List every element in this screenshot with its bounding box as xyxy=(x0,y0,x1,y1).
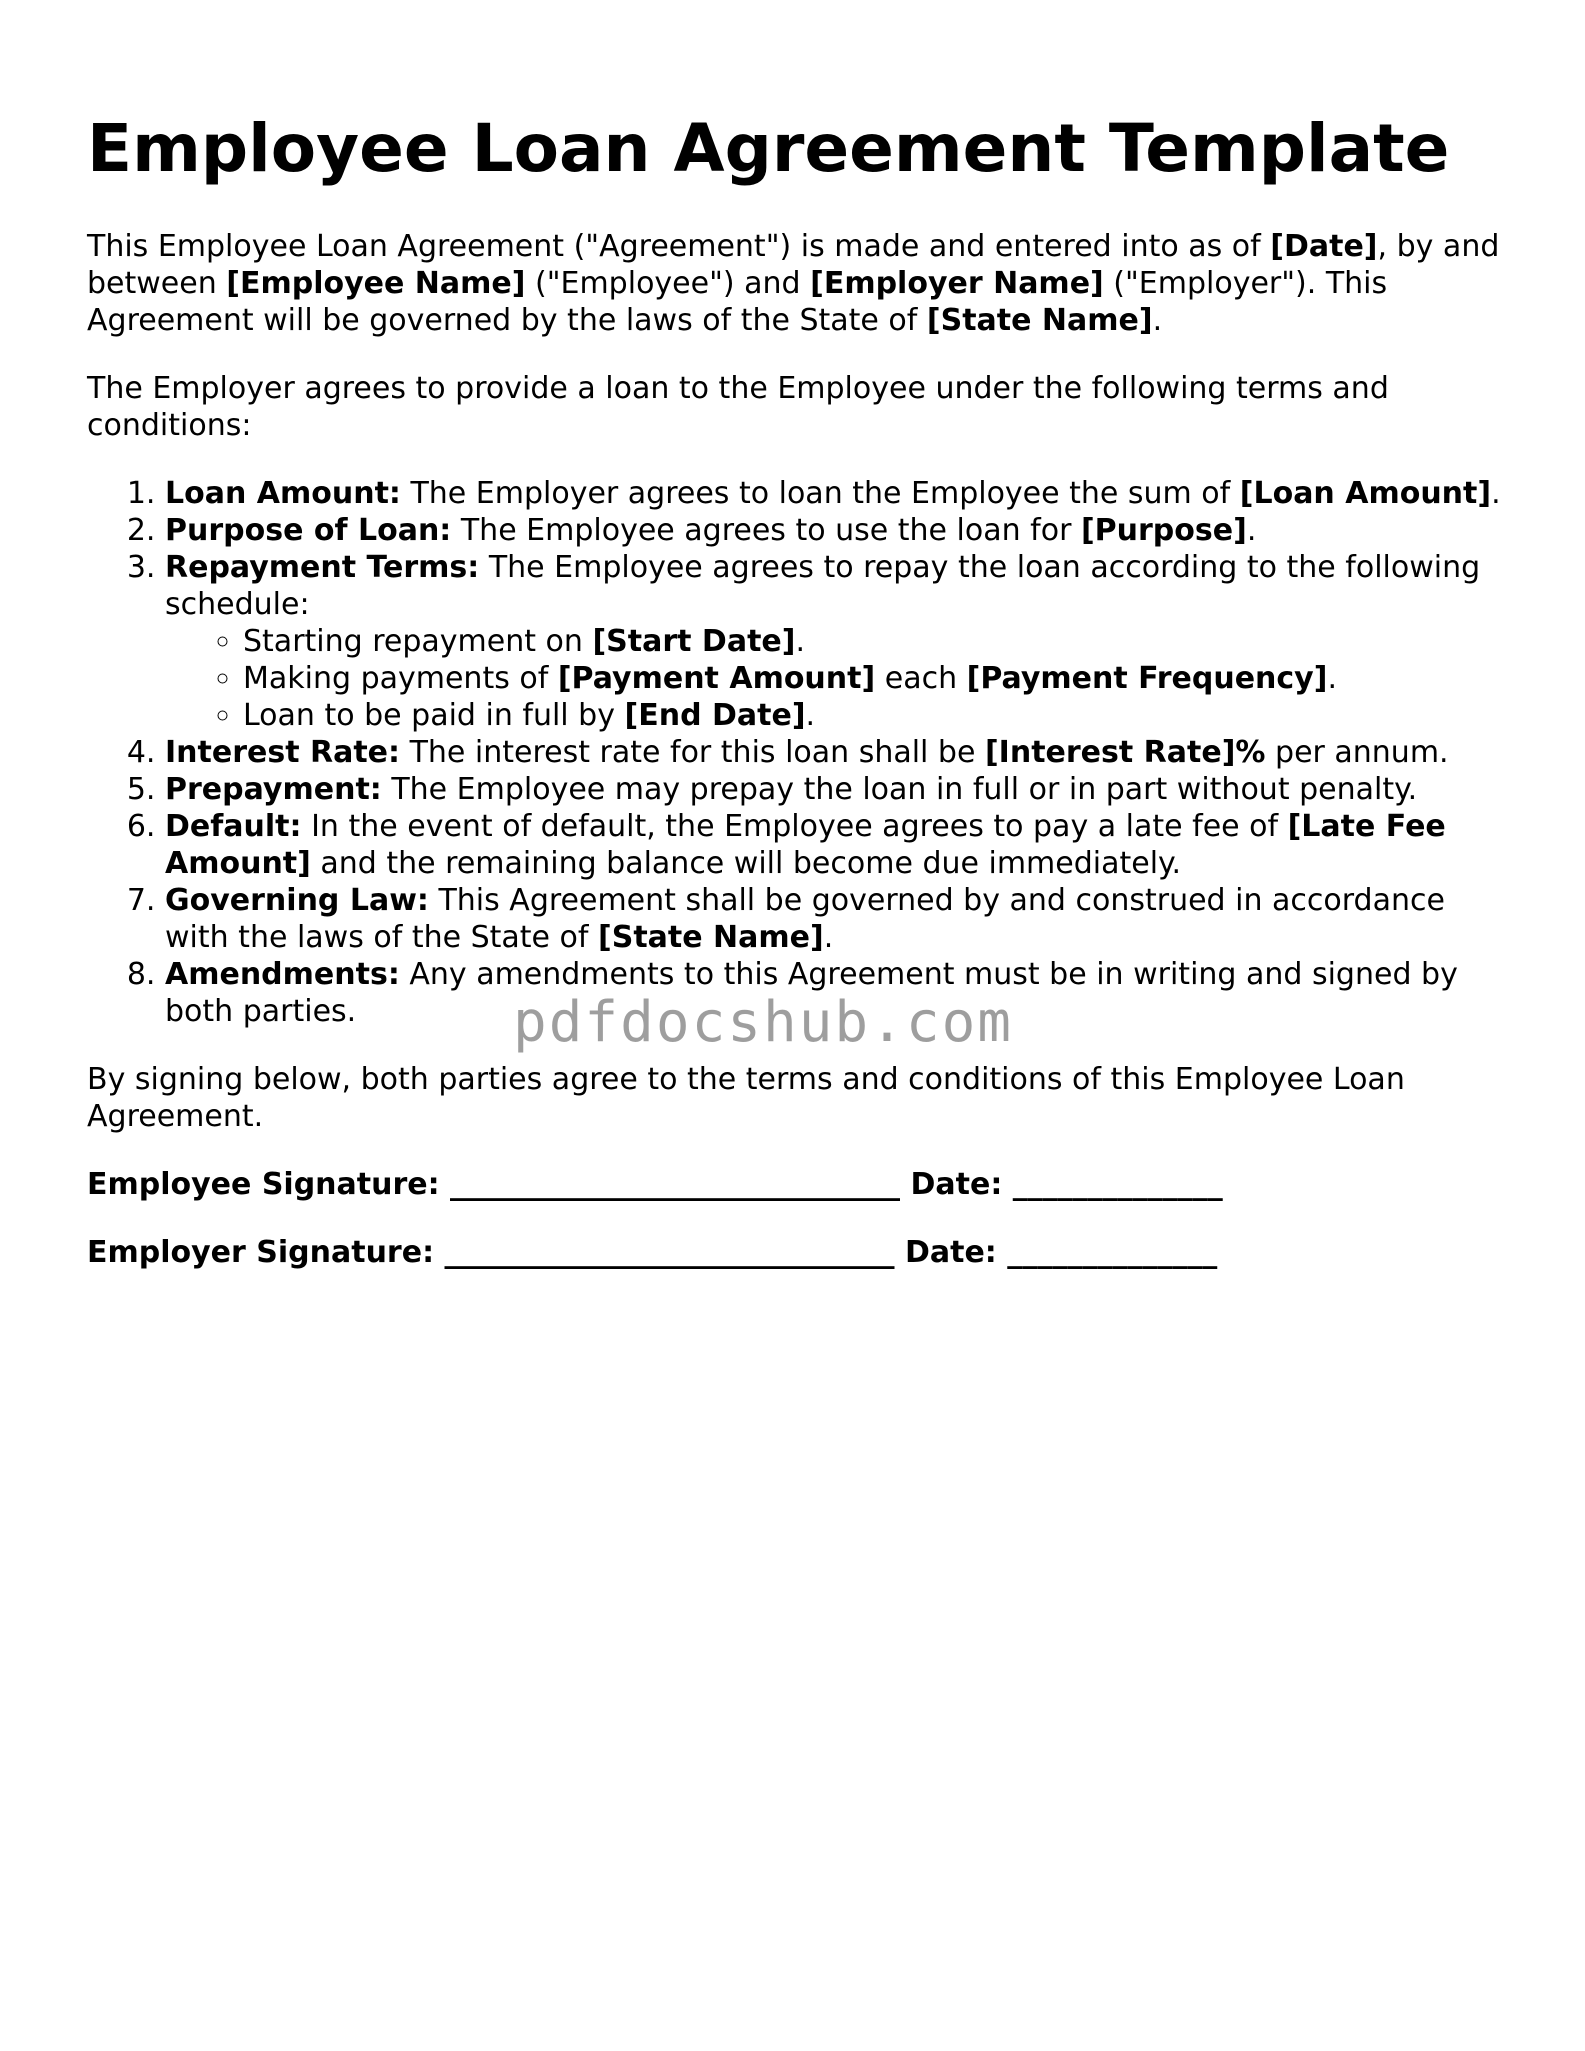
payment-amount-placeholder: [Payment Amount] xyxy=(557,661,876,696)
term-text: . xyxy=(1491,476,1501,511)
term-label: Loan Amount: xyxy=(165,476,401,511)
term-label: Governing Law: xyxy=(165,883,429,918)
terms-list xyxy=(87,475,1507,1030)
employee-signature-line: Employee Signature: ______________________________ Date: ______________ xyxy=(87,1167,1223,1202)
start-date-placeholder: [Start Date] xyxy=(592,624,796,659)
term-prepayment xyxy=(165,771,1507,808)
term-loan-amount xyxy=(165,475,1507,512)
term-text: This Agreement shall be governed by and construed in accordance with the laws of the State of xyxy=(165,883,1445,955)
term-label: Prepayment: xyxy=(165,772,382,807)
term-text: The Employee agrees to use the loan for xyxy=(451,513,1081,548)
end-date-placeholder: [End Date] xyxy=(624,698,806,733)
term-text: The interest rate for this loan shall be xyxy=(400,735,985,770)
term-text: and the remaining balance will become due immediately. xyxy=(310,846,1182,881)
payment-frequency-placeholder: [Payment Frequency] xyxy=(966,661,1328,696)
purpose-placeholder: [Purpose] xyxy=(1080,513,1247,548)
term-text: The Employee agrees to repay the loan according to the following schedule: xyxy=(165,550,1481,622)
term-text: Making payments of xyxy=(243,661,558,696)
interest-rate-placeholder: [Interest Rate]% xyxy=(984,735,1266,770)
term-label: Amendments: xyxy=(165,957,400,992)
term-text: per annum. xyxy=(1265,735,1449,770)
repayment-schedule-list xyxy=(165,623,1507,734)
term-text: each xyxy=(875,661,967,696)
term-text: In the event of default, the Employee agrees to pay a late fee of xyxy=(301,809,1288,844)
term-text: . xyxy=(795,624,806,659)
term-text: Starting repayment on xyxy=(243,624,593,659)
term-label: Purpose of Loan: xyxy=(165,513,452,548)
term-purpose xyxy=(165,512,1507,549)
term-label: Repayment Terms: xyxy=(165,550,480,585)
term-default xyxy=(165,808,1507,882)
intro-paragraph xyxy=(87,228,1507,339)
closing-paragraph: By signing below, both parties agree to the terms and conditions of this Employee Loan Agreement. xyxy=(87,1062,1405,1134)
late-fee-placeholder: [Late Fee Amount] xyxy=(165,809,1446,881)
term-text: . xyxy=(1246,513,1257,548)
term-text: Loan to be paid in full by xyxy=(243,698,625,733)
intro-text: ("Employee") and xyxy=(525,266,811,301)
term-amendments xyxy=(165,956,1507,1030)
term-repayment xyxy=(165,549,1507,734)
term-governing-law xyxy=(165,882,1507,956)
term-text: . xyxy=(1327,661,1337,696)
term-text: Any amendments to this Agreement must be in writing and signed by both parties. xyxy=(165,957,1458,1029)
term-text: . xyxy=(805,698,816,733)
intro-text: ("Employer"). This Agreement will be governed by the laws of the State of xyxy=(87,266,1388,338)
intro-text: . xyxy=(1152,303,1163,338)
intro-text: This Employee Loan Agreement ("Agreement") is made and entered into as of xyxy=(87,229,1271,264)
employee-name-placeholder: [Employee Name] xyxy=(226,266,526,301)
employer-signature-line: Employer Signature: ______________________________ Date: ______________ xyxy=(87,1235,1218,1270)
term-label: Default: xyxy=(165,809,302,844)
term-interest-rate xyxy=(165,734,1507,771)
document-title: Employee Loan Agreement Template xyxy=(87,110,1450,187)
document-body xyxy=(87,228,1507,1302)
watermark: pdfdocshub.com xyxy=(513,990,1014,1055)
term-text: . xyxy=(823,920,834,955)
term-text: The Employee may prepay the loan in full or in part without penalty. xyxy=(381,772,1418,807)
employer-name-placeholder: [Employer Name] xyxy=(810,266,1104,301)
lead-in-paragraph: The Employer agrees to provide a loan to the Employee under the following terms and conditions: xyxy=(87,371,1389,443)
repayment-end xyxy=(243,697,1507,734)
repayment-payments xyxy=(243,660,1507,697)
state-name-placeholder: [State Name] xyxy=(926,303,1153,338)
state-name-placeholder: [State Name] xyxy=(598,920,824,955)
date-placeholder: [Date] xyxy=(1270,229,1378,264)
repayment-start xyxy=(243,623,1507,660)
intro-text: , by and between xyxy=(87,229,1500,301)
term-text: The Employer agrees to loan the Employee the sum of xyxy=(400,476,1240,511)
loan-amount-placeholder: [Loan Amount] xyxy=(1239,476,1492,511)
term-label: Interest Rate: xyxy=(165,735,401,770)
